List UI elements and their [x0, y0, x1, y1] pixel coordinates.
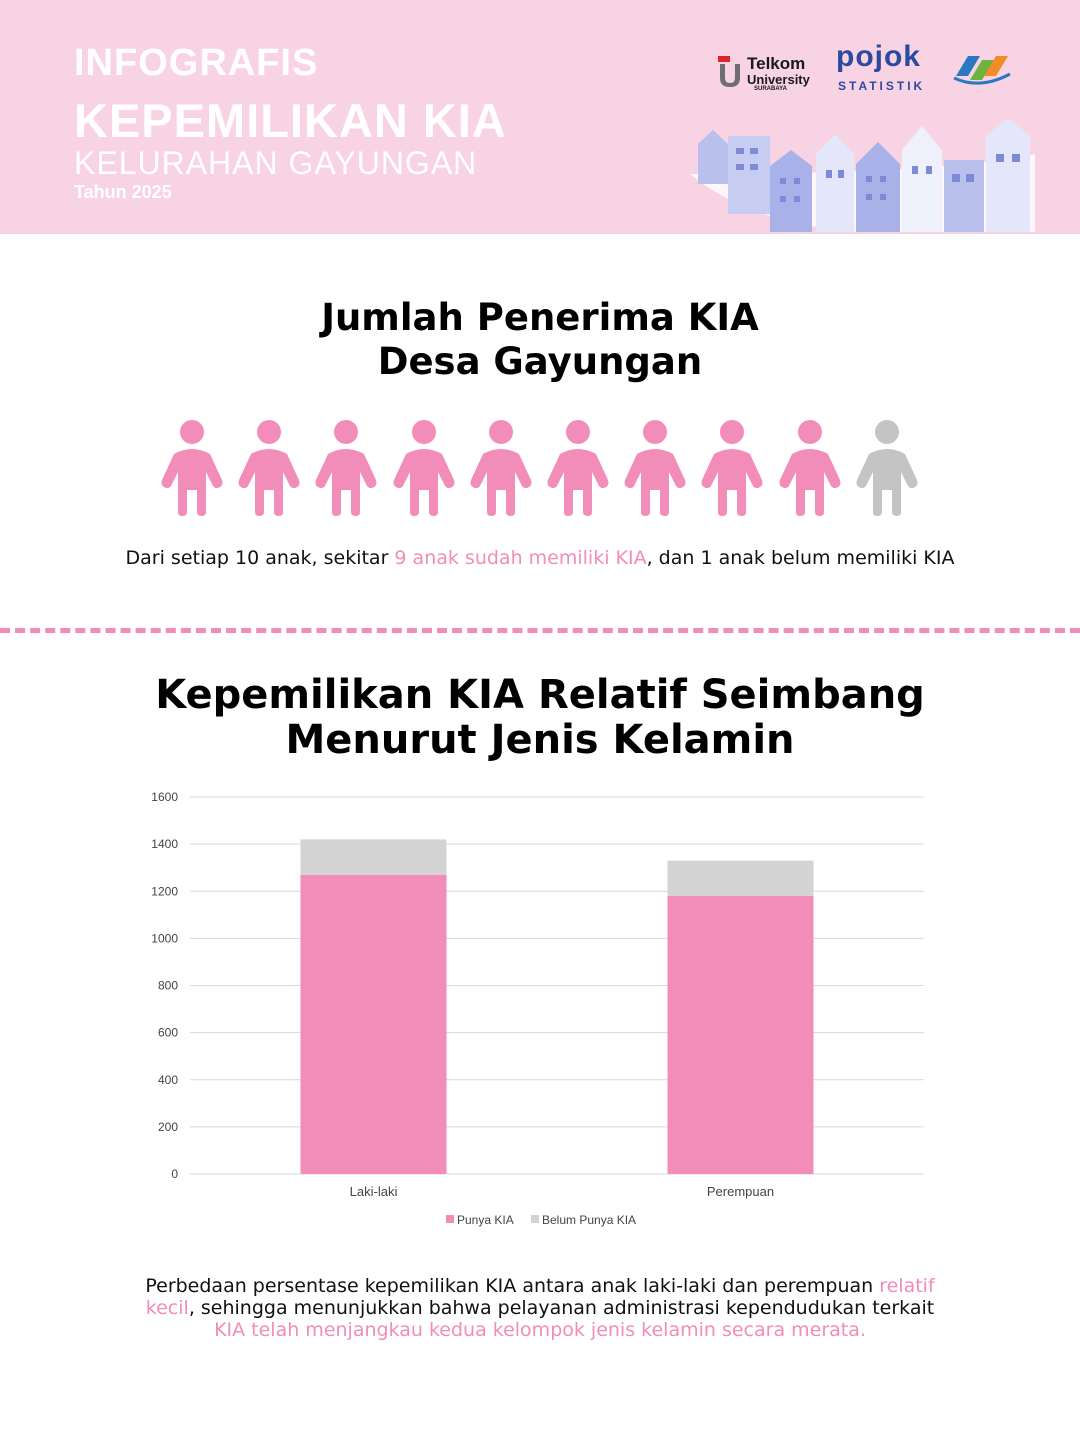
city-buildings-illustration [690, 114, 1035, 234]
legend-label: Belum Punya KIA [542, 1213, 637, 1227]
header-subtitle: KELURAHAN GAYUNGAN [74, 145, 478, 181]
pojok-sub: STATISTIK [838, 79, 926, 93]
telkom-name: Telkom [747, 54, 806, 73]
caption-text-after: , dan 1 anak belum memiliki KIA [646, 547, 955, 569]
telkom-university-logo [716, 50, 826, 96]
header-year: Tahun 2025 [74, 182, 172, 202]
section1-title [0, 296, 1080, 384]
kia-gender-chart [0, 780, 1080, 1250]
telkom-mark-icon [716, 52, 744, 88]
legend-swatch [446, 1215, 454, 1223]
y-tick-label: 800 [157, 978, 178, 993]
child-icon [855, 418, 919, 518]
y-tick-label: 0 [171, 1167, 178, 1181]
y-tick-label: 400 [157, 1072, 178, 1087]
section2-title-line2: Menurut Jenis Kelamin [285, 717, 795, 763]
bar-belum-punya-kia [301, 839, 447, 874]
desc-highlight2: KIA telah menjangkau kedua kelompok jenis kelamin secara merata. [214, 1319, 866, 1341]
section2-description [140, 1275, 940, 1341]
legend-label: Punya KIA [457, 1213, 514, 1227]
child-icon [700, 418, 764, 518]
bar-belum-punya-kia [668, 861, 814, 896]
bps-logo-icon [950, 46, 1012, 90]
desc-part2: , sehingga menunjukkan bahwa pelayanan administrasi kependudukan terkait [188, 1297, 935, 1319]
legend-swatch [531, 1215, 539, 1223]
x-tick-label: Perempuan [706, 1184, 775, 1199]
y-tick-label: 1200 [151, 884, 178, 899]
caption-text-before: Dari setiap 10 anak, sekitar [125, 547, 395, 569]
caption-highlight: 9 anak sudah memiliki KIA [394, 547, 647, 569]
child-icon [469, 418, 533, 518]
pojok-word: pojok [836, 40, 921, 73]
y-tick-label: 200 [157, 1119, 178, 1134]
y-tick-label: 1400 [151, 837, 178, 852]
section1-title-line2: Desa Gayungan [377, 340, 703, 383]
section2-title [0, 673, 1080, 763]
child-icon [623, 418, 687, 518]
header-banner [0, 0, 1080, 234]
bar-punya-kia [301, 875, 447, 1174]
y-tick-label: 1600 [151, 790, 178, 804]
header-line1: INFOGRAFIS [74, 42, 319, 84]
section1-title-line1: Jumlah Penerima KIA [321, 296, 759, 339]
telkom-university-text: University [747, 72, 810, 87]
child-icons-row [160, 418, 930, 518]
desc-part1: Perbedaan persentase kepemilikan KIA antara anak laki-laki dan perempuan [145, 1275, 880, 1297]
y-tick-label: 1000 [151, 931, 178, 946]
header-title: KEPEMILIKAN KIA [74, 94, 507, 147]
x-tick-label: Laki-laki [349, 1184, 398, 1199]
bar-punya-kia [668, 896, 814, 1174]
desc-highlight1: relatif kecil [145, 1275, 935, 1319]
child-icon [778, 418, 842, 518]
child-icon [314, 418, 378, 518]
section1-caption [0, 547, 1080, 569]
telkom-city-text: SURABAYA [754, 86, 787, 92]
section-divider [0, 628, 1080, 633]
child-icon [392, 418, 456, 518]
child-icon [237, 418, 301, 518]
section2-title-line1: Kepemilikan KIA Relatif Seimbang [155, 672, 925, 718]
child-icon [160, 418, 224, 518]
y-tick-label: 600 [157, 1025, 178, 1040]
pojok-statistik-logo [836, 40, 940, 96]
child-icon [546, 418, 610, 518]
